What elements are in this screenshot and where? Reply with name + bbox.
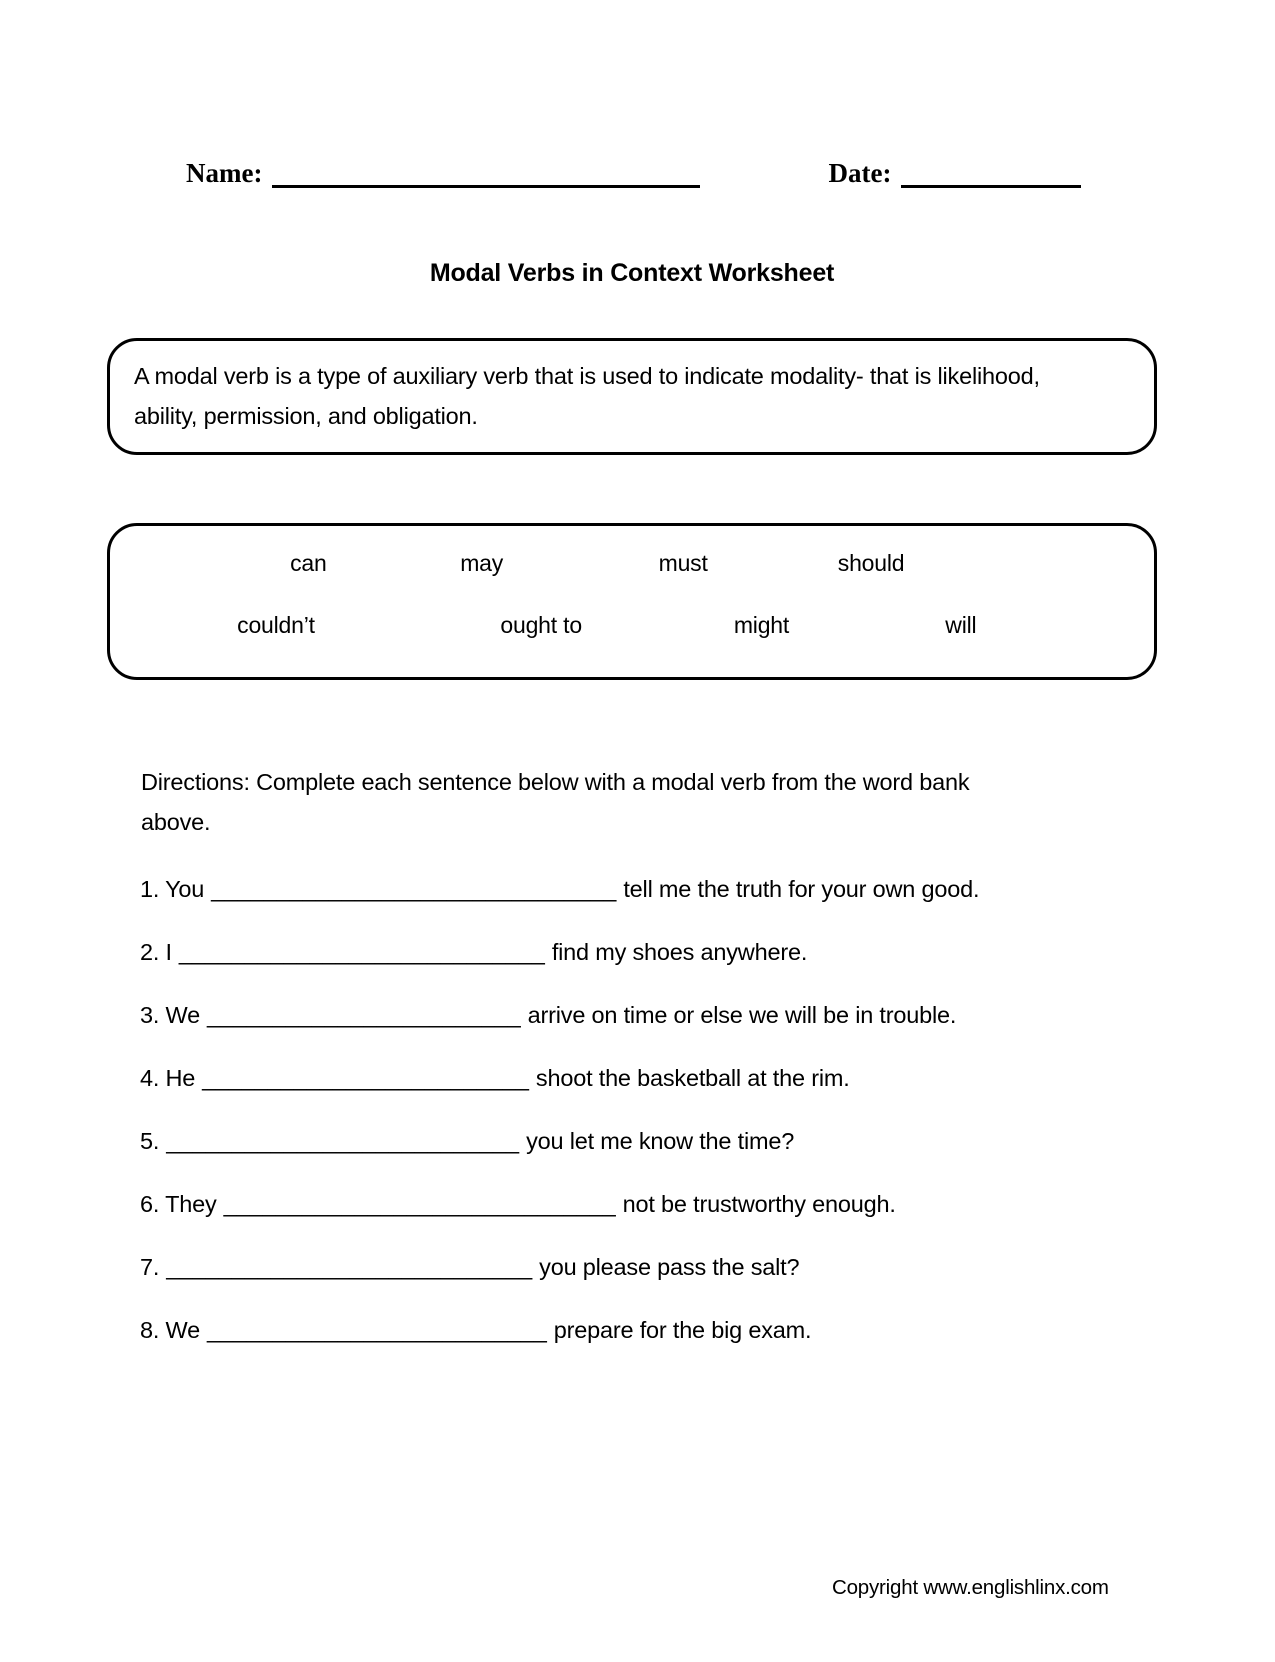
word-bank-item: must xyxy=(658,550,708,576)
sentence-prefix: 2. I xyxy=(140,939,172,965)
definition-box xyxy=(107,338,1157,455)
sentence-prefix: 3. We xyxy=(140,1002,200,1028)
sentence-prefix: 7. xyxy=(140,1254,160,1280)
sentence-prefix: 6. They xyxy=(140,1191,217,1217)
word-bank-item: will xyxy=(945,612,977,638)
name-fill-line[interactable] xyxy=(272,156,700,188)
sentence-blank[interactable]: ____________________________ xyxy=(178,939,545,965)
sentence-row xyxy=(140,1254,979,1317)
definition-text: A modal verb is a type of auxiliary verb that is used to indicate modality- that is likelihood, ability, permission, and obligation. xyxy=(134,363,1040,429)
sentence-blank[interactable]: _________________________ xyxy=(202,1065,529,1091)
word-bank-item: can xyxy=(290,550,327,576)
word-bank-box xyxy=(107,523,1157,680)
sentence-blank[interactable]: ________________________ xyxy=(206,1002,521,1028)
sentence-suffix: prepare for the big exam. xyxy=(553,1317,812,1343)
sentence-blank[interactable]: ______________________________ xyxy=(223,1191,616,1217)
word-bank-item: should xyxy=(837,550,905,576)
sentence-row xyxy=(140,1317,979,1380)
sentence-prefix: 8. We xyxy=(140,1317,200,1343)
sentence-prefix: 1. You xyxy=(140,876,205,902)
date-label: Date: xyxy=(828,158,892,188)
sentence-blank[interactable]: ___________________________ xyxy=(166,1128,520,1154)
sentence-suffix: you please pass the salt? xyxy=(539,1254,800,1280)
sentence-row xyxy=(140,1128,979,1191)
sentence-blank[interactable]: __________________________ xyxy=(206,1317,547,1343)
word-bank-item: might xyxy=(733,612,790,638)
word-bank-row-2 xyxy=(110,612,1154,642)
sentence-row xyxy=(140,876,979,939)
sentence-blank[interactable]: _______________________________ xyxy=(211,876,617,902)
sentence-suffix: arrive on time or else we will be in trouble. xyxy=(527,1002,957,1028)
sentence-row xyxy=(140,1191,979,1254)
word-bank-item: ought to xyxy=(500,612,582,638)
word-bank-item: may xyxy=(460,550,504,576)
word-bank-row-1 xyxy=(110,550,1154,580)
sentence-suffix: find my shoes anywhere. xyxy=(551,939,808,965)
name-label: Name: xyxy=(186,158,263,188)
copyright-text: Copyright www.englishlinx.com xyxy=(832,1576,1109,1599)
sentence-suffix: shoot the basketball at the rim. xyxy=(535,1065,850,1091)
header-row xyxy=(186,156,1081,188)
sentence-list xyxy=(140,876,979,1380)
sentence-suffix: not be trustworthy enough. xyxy=(622,1191,896,1217)
sentence-blank[interactable]: ____________________________ xyxy=(166,1254,533,1280)
sentence-row xyxy=(140,1002,979,1065)
sentence-row xyxy=(140,1065,979,1128)
directions-text: Directions: Complete each sentence below with a modal verb from the word bank above. xyxy=(141,769,970,835)
sentence-prefix: 5. xyxy=(140,1128,160,1154)
sentence-suffix: tell me the truth for your own good. xyxy=(623,876,980,902)
page-title: Modal Verbs in Context Worksheet xyxy=(429,259,835,287)
sentence-prefix: 4. He xyxy=(140,1065,196,1091)
word-bank-item: couldn’t xyxy=(237,612,315,638)
date-fill-line[interactable] xyxy=(901,156,1081,188)
sentence-suffix: you let me know the time? xyxy=(526,1128,795,1154)
sentence-row xyxy=(140,939,979,1002)
